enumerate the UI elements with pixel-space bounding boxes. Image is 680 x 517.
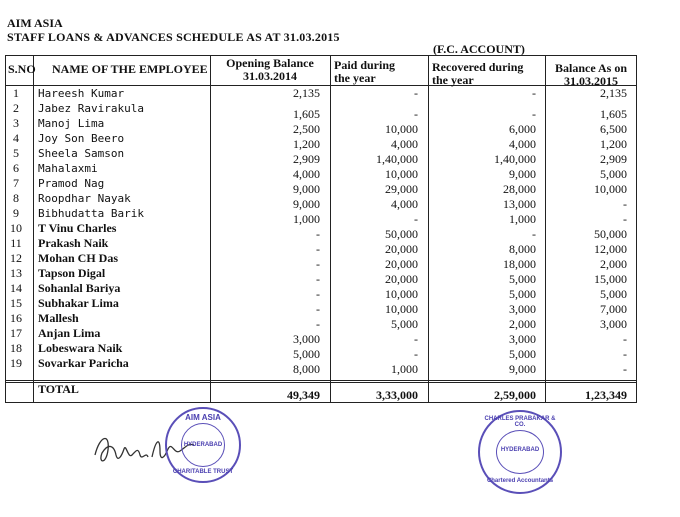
row-sno: 14 bbox=[10, 281, 22, 295]
row-sno: 5 bbox=[13, 146, 19, 160]
row-sno: 10 bbox=[10, 221, 22, 235]
seal-inner-text: HYDERABAD bbox=[500, 447, 540, 453]
row-paid: 10,000 bbox=[385, 122, 418, 136]
row-paid: 20,000 bbox=[385, 257, 418, 271]
row-sno: 13 bbox=[10, 266, 22, 280]
row-balance: 7,000 bbox=[600, 302, 627, 316]
row-name: Tapson Digal bbox=[38, 266, 106, 280]
row-opening: 8,000 bbox=[293, 362, 320, 376]
header-paid: Paid during the year bbox=[334, 58, 396, 85]
row-recovered: 5,000 bbox=[509, 287, 536, 301]
row-recovered: 8,000 bbox=[509, 242, 536, 256]
row-balance: - bbox=[623, 197, 627, 211]
seal-top-text: AIM ASIA bbox=[185, 413, 221, 422]
seal-bottom-text: CHARITABLE TRUST bbox=[172, 469, 234, 475]
row-paid: 5,000 bbox=[391, 317, 418, 331]
row-opening: 1,200 bbox=[293, 137, 320, 151]
row-paid: - bbox=[414, 86, 418, 100]
row-opening: - bbox=[316, 317, 320, 331]
row-sno: 9 bbox=[13, 206, 19, 220]
auditor-seal bbox=[478, 410, 562, 494]
row-balance: - bbox=[623, 212, 627, 226]
row-opening: 9,000 bbox=[293, 182, 320, 196]
row-sno: 3 bbox=[13, 116, 19, 130]
row-sno: 6 bbox=[13, 161, 19, 175]
row-balance: - bbox=[623, 347, 627, 361]
row-sno: 2 bbox=[13, 101, 19, 115]
row-opening: 2,909 bbox=[293, 152, 320, 166]
row-recovered: - bbox=[532, 227, 536, 241]
col-divider bbox=[33, 55, 34, 403]
row-recovered: 6,000 bbox=[509, 122, 536, 136]
row-sno: 4 bbox=[13, 131, 19, 145]
row-sno: 8 bbox=[13, 191, 19, 205]
row-opening: - bbox=[316, 302, 320, 316]
row-balance: 2,000 bbox=[600, 257, 627, 271]
header-name: NAME OF THE EMPLOYEE bbox=[52, 62, 208, 76]
row-recovered: 13,000 bbox=[503, 197, 536, 211]
row-sno: 7 bbox=[13, 176, 19, 190]
row-sno: 11 bbox=[10, 236, 22, 250]
row-sno: 1 bbox=[13, 86, 19, 100]
row-paid: - bbox=[414, 347, 418, 361]
row-recovered: 3,000 bbox=[509, 302, 536, 316]
row-balance: 50,000 bbox=[594, 227, 627, 241]
schedule-title: STAFF LOANS & ADVANCES SCHEDULE AS AT 31.03.2015 bbox=[7, 30, 340, 44]
row-balance: 2,909 bbox=[600, 152, 627, 166]
row-paid: 20,000 bbox=[385, 272, 418, 286]
seal-inner-text: HYDERABAD bbox=[183, 442, 223, 448]
row-name: Mohan CH Das bbox=[38, 251, 119, 265]
row-name: Sovarkar Paricha bbox=[38, 356, 129, 370]
row-name: Lobeswara Naik bbox=[38, 341, 123, 355]
row-recovered: 3,000 bbox=[509, 332, 536, 346]
row-sno: 18 bbox=[10, 341, 22, 355]
row-recovered: 9,000 bbox=[509, 362, 536, 376]
row-name: Hareesh Kumar bbox=[38, 87, 125, 100]
row-opening: 2,500 bbox=[293, 122, 320, 136]
row-name: Bibhudatta Barik bbox=[38, 207, 144, 220]
row-sno: 16 bbox=[10, 311, 22, 325]
row-recovered: 2,000 bbox=[509, 317, 536, 331]
row-name: Sheela Samson bbox=[38, 147, 125, 160]
row-name: Manoj Lima bbox=[38, 117, 105, 130]
row-name: Prakash Naik bbox=[38, 236, 109, 250]
trust-seal bbox=[165, 407, 241, 483]
header-sno: S.NO bbox=[8, 62, 36, 76]
seal-top-text: CHARLES PRABAKAR & CO. bbox=[484, 416, 556, 428]
row-name: T Vinu Charles bbox=[38, 221, 117, 235]
row-paid: 1,40,000 bbox=[376, 152, 418, 166]
row-opening: 9,000 bbox=[293, 197, 320, 211]
row-recovered: 1,40,000 bbox=[494, 152, 536, 166]
total-opening: 49,349 bbox=[287, 388, 320, 402]
total-paid: 3,33,000 bbox=[376, 388, 418, 402]
row-opening: - bbox=[316, 257, 320, 271]
header-opening: Opening Balance 31.03.2014 bbox=[226, 56, 314, 83]
row-name: Sohanlal Bariya bbox=[38, 281, 121, 295]
row-opening: - bbox=[316, 272, 320, 286]
row-balance: 3,000 bbox=[600, 317, 627, 331]
row-sno: 15 bbox=[10, 296, 22, 310]
row-recovered: 4,000 bbox=[509, 137, 536, 151]
row-paid: 50,000 bbox=[385, 227, 418, 241]
row-opening: - bbox=[316, 287, 320, 301]
row-paid: - bbox=[414, 107, 418, 121]
row-paid: - bbox=[414, 332, 418, 346]
row-recovered: 9,000 bbox=[509, 167, 536, 181]
header-balance: Balance As on 31.03.2015 bbox=[554, 61, 627, 88]
row-recovered: 18,000 bbox=[503, 257, 536, 271]
row-opening: 1,000 bbox=[293, 212, 320, 226]
row-name: Joy Son Beero bbox=[38, 132, 125, 145]
row-opening: - bbox=[316, 227, 320, 241]
row-sno: 12 bbox=[10, 251, 22, 265]
row-name: Subhakar Lima bbox=[38, 296, 119, 310]
row-balance: 6,500 bbox=[600, 122, 627, 136]
row-opening: 3,000 bbox=[293, 332, 320, 346]
row-balance: 15,000 bbox=[594, 272, 627, 286]
total-label: TOTAL bbox=[38, 382, 79, 396]
row-recovered: 1,000 bbox=[509, 212, 536, 226]
row-balance: 1,605 bbox=[600, 107, 627, 121]
row-opening: 2,135 bbox=[293, 86, 320, 100]
row-balance: 5,000 bbox=[600, 167, 627, 181]
row-opening: 4,000 bbox=[293, 167, 320, 181]
row-recovered: 5,000 bbox=[509, 347, 536, 361]
row-opening: 5,000 bbox=[293, 347, 320, 361]
row-paid: 10,000 bbox=[385, 302, 418, 316]
row-paid: - bbox=[414, 212, 418, 226]
row-balance: 2,135 bbox=[600, 86, 627, 100]
row-name: Mallesh bbox=[38, 311, 79, 325]
total-divider bbox=[5, 380, 637, 383]
header-recovered: Recovered during the year bbox=[432, 60, 524, 87]
row-paid: 4,000 bbox=[391, 197, 418, 211]
row-paid: 20,000 bbox=[385, 242, 418, 256]
row-balance: 12,000 bbox=[594, 242, 627, 256]
row-paid: 10,000 bbox=[385, 167, 418, 181]
row-recovered: 5,000 bbox=[509, 272, 536, 286]
row-balance: 5,000 bbox=[600, 287, 627, 301]
total-recovered: 2,59,000 bbox=[494, 388, 536, 402]
account-label: (F.C. ACCOUNT) bbox=[433, 42, 525, 56]
row-name: Roopdhar Nayak bbox=[38, 192, 131, 205]
row-recovered: - bbox=[532, 107, 536, 121]
row-recovered: 28,000 bbox=[503, 182, 536, 196]
row-balance: 10,000 bbox=[594, 182, 627, 196]
seal-bottom-text: Chartered Accountants bbox=[486, 478, 554, 484]
row-paid: 29,000 bbox=[385, 182, 418, 196]
row-sno: 17 bbox=[10, 326, 22, 340]
row-name: Pramod Nag bbox=[38, 177, 105, 190]
row-balance: - bbox=[623, 332, 627, 346]
row-paid: 4,000 bbox=[391, 137, 418, 151]
row-name: Mahalaxmi bbox=[38, 162, 98, 175]
row-name: Anjan Lima bbox=[38, 326, 101, 340]
row-name: Jabez Ravirakula bbox=[38, 102, 144, 115]
org-name: AIM ASIA bbox=[7, 16, 63, 30]
row-paid: 10,000 bbox=[385, 287, 418, 301]
row-opening: - bbox=[316, 242, 320, 256]
row-paid: 1,000 bbox=[391, 362, 418, 376]
row-sno: 19 bbox=[10, 356, 22, 370]
row-balance: 1,200 bbox=[600, 137, 627, 151]
row-recovered: - bbox=[532, 86, 536, 100]
row-balance: - bbox=[623, 362, 627, 376]
row-opening: 1,605 bbox=[293, 107, 320, 121]
total-balance: 1,23,349 bbox=[585, 388, 627, 402]
